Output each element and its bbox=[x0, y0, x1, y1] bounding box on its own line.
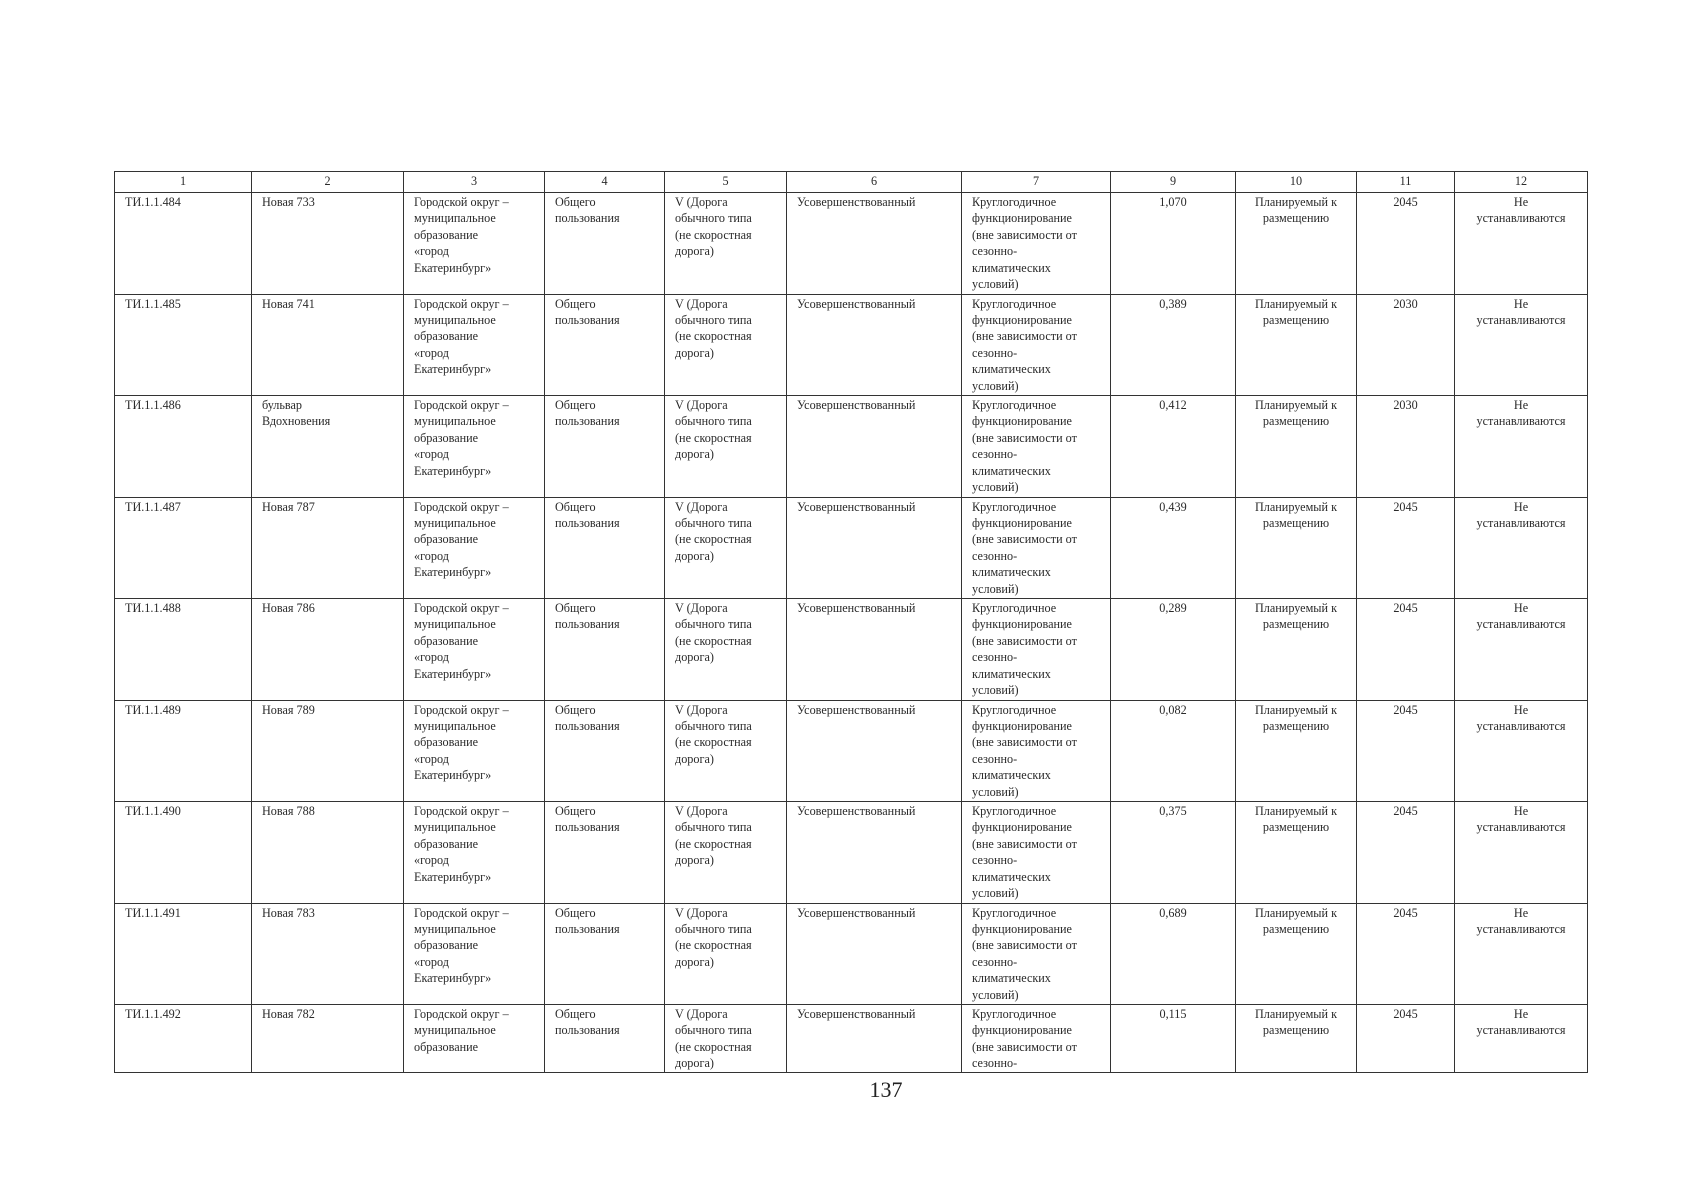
object-id-cell: ТИ.1.1.487 bbox=[115, 497, 252, 599]
road-purpose-cell: Общего пользования bbox=[545, 193, 665, 295]
road-name-cell: Новая 782 bbox=[252, 1005, 404, 1073]
zones-cell: Не устанавливаются bbox=[1455, 700, 1588, 802]
table-row bbox=[115, 294, 1588, 396]
municipality-cell: Городской округ – муниципальное образование «город Екатеринбург» bbox=[404, 700, 545, 802]
length-km-cell: 0,082 bbox=[1111, 700, 1236, 802]
object-id-cell: ТИ.1.1.491 bbox=[115, 903, 252, 1005]
road-name-cell: Новая 786 bbox=[252, 599, 404, 701]
zones-cell: Не устанавливаются bbox=[1455, 396, 1588, 498]
completion-year-cell: 2045 bbox=[1357, 599, 1455, 701]
length-km-cell: 1,070 bbox=[1111, 193, 1236, 295]
completion-year-cell: 2045 bbox=[1357, 802, 1455, 904]
status-cell: Планируемый к размещению bbox=[1236, 599, 1357, 701]
col-header: 5 bbox=[665, 172, 787, 193]
road-purpose-cell: Общего пользования bbox=[545, 802, 665, 904]
completion-year-cell: 2045 bbox=[1357, 193, 1455, 295]
road-name-cell: Новая 789 bbox=[252, 700, 404, 802]
table-row bbox=[115, 599, 1588, 701]
object-id-cell: ТИ.1.1.492 bbox=[115, 1005, 252, 1073]
col-header: 2 bbox=[252, 172, 404, 193]
operation-mode-cell: Круглогодичное функционирование (вне зависимости от сезонно- климатических условий) bbox=[962, 396, 1111, 498]
table-row bbox=[115, 903, 1588, 1005]
table-row bbox=[115, 700, 1588, 802]
municipality-cell: Городской округ – муниципальное образование «город Екатеринбург» bbox=[404, 599, 545, 701]
table-row bbox=[115, 802, 1588, 904]
col-header: 1 bbox=[115, 172, 252, 193]
completion-year-cell: 2045 bbox=[1357, 700, 1455, 802]
col-header: 10 bbox=[1236, 172, 1357, 193]
col-header: 9 bbox=[1111, 172, 1236, 193]
status-cell: Планируемый к размещению bbox=[1236, 700, 1357, 802]
zones-cell: Не устанавливаются bbox=[1455, 599, 1588, 701]
col-header: 12 bbox=[1455, 172, 1588, 193]
surface-type-cell: Усовершенствованный bbox=[787, 802, 962, 904]
road-purpose-cell: Общего пользования bbox=[545, 1005, 665, 1073]
operation-mode-cell: Круглогодичное функционирование (вне зависимости от сезонно- климатических условий) bbox=[962, 193, 1111, 295]
surface-type-cell: Усовершенствованный bbox=[787, 700, 962, 802]
operation-mode-cell: Круглогодичное функционирование (вне зависимости от сезонно- климатических условий) bbox=[962, 294, 1111, 396]
status-cell: Планируемый к размещению bbox=[1236, 802, 1357, 904]
surface-type-cell: Усовершенствованный bbox=[787, 497, 962, 599]
completion-year-cell: 2030 bbox=[1357, 396, 1455, 498]
road-name-cell: Новая 788 bbox=[252, 802, 404, 904]
road-category-cell: V (Дорога обычного типа (не скоростная дорога) bbox=[665, 1005, 787, 1073]
operation-mode-cell: Круглогодичное функционирование (вне зависимости от сезонно- климатических условий) bbox=[962, 802, 1111, 904]
object-id-cell: ТИ.1.1.485 bbox=[115, 294, 252, 396]
col-header: 7 bbox=[962, 172, 1111, 193]
municipality-cell: Городской округ – муниципальное образование bbox=[404, 1005, 545, 1073]
surface-type-cell: Усовершенствованный bbox=[787, 193, 962, 295]
object-id-cell: ТИ.1.1.489 bbox=[115, 700, 252, 802]
zones-cell: Не устанавливаются bbox=[1455, 802, 1588, 904]
col-header: 6 bbox=[787, 172, 962, 193]
object-id-cell: ТИ.1.1.488 bbox=[115, 599, 252, 701]
road-category-cell: V (Дорога обычного типа (не скоростная дорога) bbox=[665, 802, 787, 904]
length-km-cell: 0,412 bbox=[1111, 396, 1236, 498]
surface-type-cell: Усовершенствованный bbox=[787, 396, 962, 498]
municipality-cell: Городской округ – муниципальное образование «город Екатеринбург» bbox=[404, 802, 545, 904]
road-name-cell: Новая 787 bbox=[252, 497, 404, 599]
length-km-cell: 0,289 bbox=[1111, 599, 1236, 701]
table-row bbox=[115, 193, 1588, 295]
col-header: 11 bbox=[1357, 172, 1455, 193]
surface-type-cell: Усовершенствованный bbox=[787, 1005, 962, 1073]
road-category-cell: V (Дорога обычного типа (не скоростная дорога) bbox=[665, 903, 787, 1005]
road-purpose-cell: Общего пользования bbox=[545, 497, 665, 599]
table-row bbox=[115, 497, 1588, 599]
completion-year-cell: 2045 bbox=[1357, 497, 1455, 599]
col-header: 3 bbox=[404, 172, 545, 193]
completion-year-cell: 2045 bbox=[1357, 1005, 1455, 1073]
col-header: 4 bbox=[545, 172, 665, 193]
road-category-cell: V (Дорога обычного типа (не скоростная дорога) bbox=[665, 294, 787, 396]
road-category-cell: V (Дорога обычного типа (не скоростная дорога) bbox=[665, 396, 787, 498]
length-km-cell: 0,389 bbox=[1111, 294, 1236, 396]
object-id-cell: ТИ.1.1.484 bbox=[115, 193, 252, 295]
surface-type-cell: Усовершенствованный bbox=[787, 903, 962, 1005]
road-purpose-cell: Общего пользования bbox=[545, 700, 665, 802]
header-row bbox=[115, 172, 1588, 193]
surface-type-cell: Усовершенствованный bbox=[787, 294, 962, 396]
zones-cell: Не устанавливаются bbox=[1455, 903, 1588, 1005]
status-cell: Планируемый к размещению bbox=[1236, 903, 1357, 1005]
road-purpose-cell: Общего пользования bbox=[545, 294, 665, 396]
road-purpose-cell: Общего пользования bbox=[545, 903, 665, 1005]
road-name-cell: Новая 783 bbox=[252, 903, 404, 1005]
status-cell: Планируемый к размещению bbox=[1236, 497, 1357, 599]
municipality-cell: Городской округ – муниципальное образование «город Екатеринбург» bbox=[404, 193, 545, 295]
road-purpose-cell: Общего пользования bbox=[545, 599, 665, 701]
operation-mode-cell: Круглогодичное функционирование (вне зависимости от сезонно- климатических условий) bbox=[962, 497, 1111, 599]
road-category-cell: V (Дорога обычного типа (не скоростная дорога) bbox=[665, 193, 787, 295]
operation-mode-cell: Круглогодичное функционирование (вне зависимости от сезонно- климатических условий) bbox=[962, 599, 1111, 701]
length-km-cell: 0,689 bbox=[1111, 903, 1236, 1005]
road-name-cell: Новая 733 bbox=[252, 193, 404, 295]
operation-mode-cell: Круглогодичное функционирование (вне зависимости от сезонно- bbox=[962, 1005, 1111, 1073]
road-category-cell: V (Дорога обычного типа (не скоростная дорога) bbox=[665, 599, 787, 701]
municipality-cell: Городской округ – муниципальное образование «город Екатеринбург» bbox=[404, 903, 545, 1005]
table-row bbox=[115, 396, 1588, 498]
municipality-cell: Городской округ – муниципальное образование «город Екатеринбург» bbox=[404, 497, 545, 599]
length-km-cell: 0,115 bbox=[1111, 1005, 1236, 1073]
zones-cell: Не устанавливаются bbox=[1455, 193, 1588, 295]
surface-type-cell: Усовершенствованный bbox=[787, 599, 962, 701]
zones-cell: Не устанавливаются bbox=[1455, 497, 1588, 599]
municipality-cell: Городской округ – муниципальное образование «город Екатеринбург» bbox=[404, 294, 545, 396]
status-cell: Планируемый к размещению bbox=[1236, 193, 1357, 295]
road-category-cell: V (Дорога обычного типа (не скоростная дорога) bbox=[665, 497, 787, 599]
road-category-cell: V (Дорога обычного типа (не скоростная дорога) bbox=[665, 700, 787, 802]
zones-cell: Не устанавливаются bbox=[1455, 294, 1588, 396]
road-purpose-cell: Общего пользования bbox=[545, 396, 665, 498]
operation-mode-cell: Круглогодичное функционирование (вне зависимости от сезонно- климатических условий) bbox=[962, 700, 1111, 802]
object-id-cell: ТИ.1.1.490 bbox=[115, 802, 252, 904]
completion-year-cell: 2045 bbox=[1357, 903, 1455, 1005]
table-row bbox=[115, 1005, 1588, 1073]
status-cell: Планируемый к размещению bbox=[1236, 294, 1357, 396]
zones-cell: Не устанавливаются bbox=[1455, 1005, 1588, 1073]
roads-table bbox=[114, 171, 1588, 1073]
object-id-cell: ТИ.1.1.486 bbox=[115, 396, 252, 498]
page-number: 137 bbox=[869, 1077, 903, 1102]
municipality-cell: Городской округ – муниципальное образование «город Екатеринбург» bbox=[404, 396, 545, 498]
status-cell: Планируемый к размещению bbox=[1236, 1005, 1357, 1073]
road-name-cell: бульвар Вдохновения bbox=[252, 396, 404, 498]
length-km-cell: 0,439 bbox=[1111, 497, 1236, 599]
length-km-cell: 0,375 bbox=[1111, 802, 1236, 904]
operation-mode-cell: Круглогодичное функционирование (вне зависимости от сезонно- климатических условий) bbox=[962, 903, 1111, 1005]
road-name-cell: Новая 741 bbox=[252, 294, 404, 396]
status-cell: Планируемый к размещению bbox=[1236, 396, 1357, 498]
completion-year-cell: 2030 bbox=[1357, 294, 1455, 396]
